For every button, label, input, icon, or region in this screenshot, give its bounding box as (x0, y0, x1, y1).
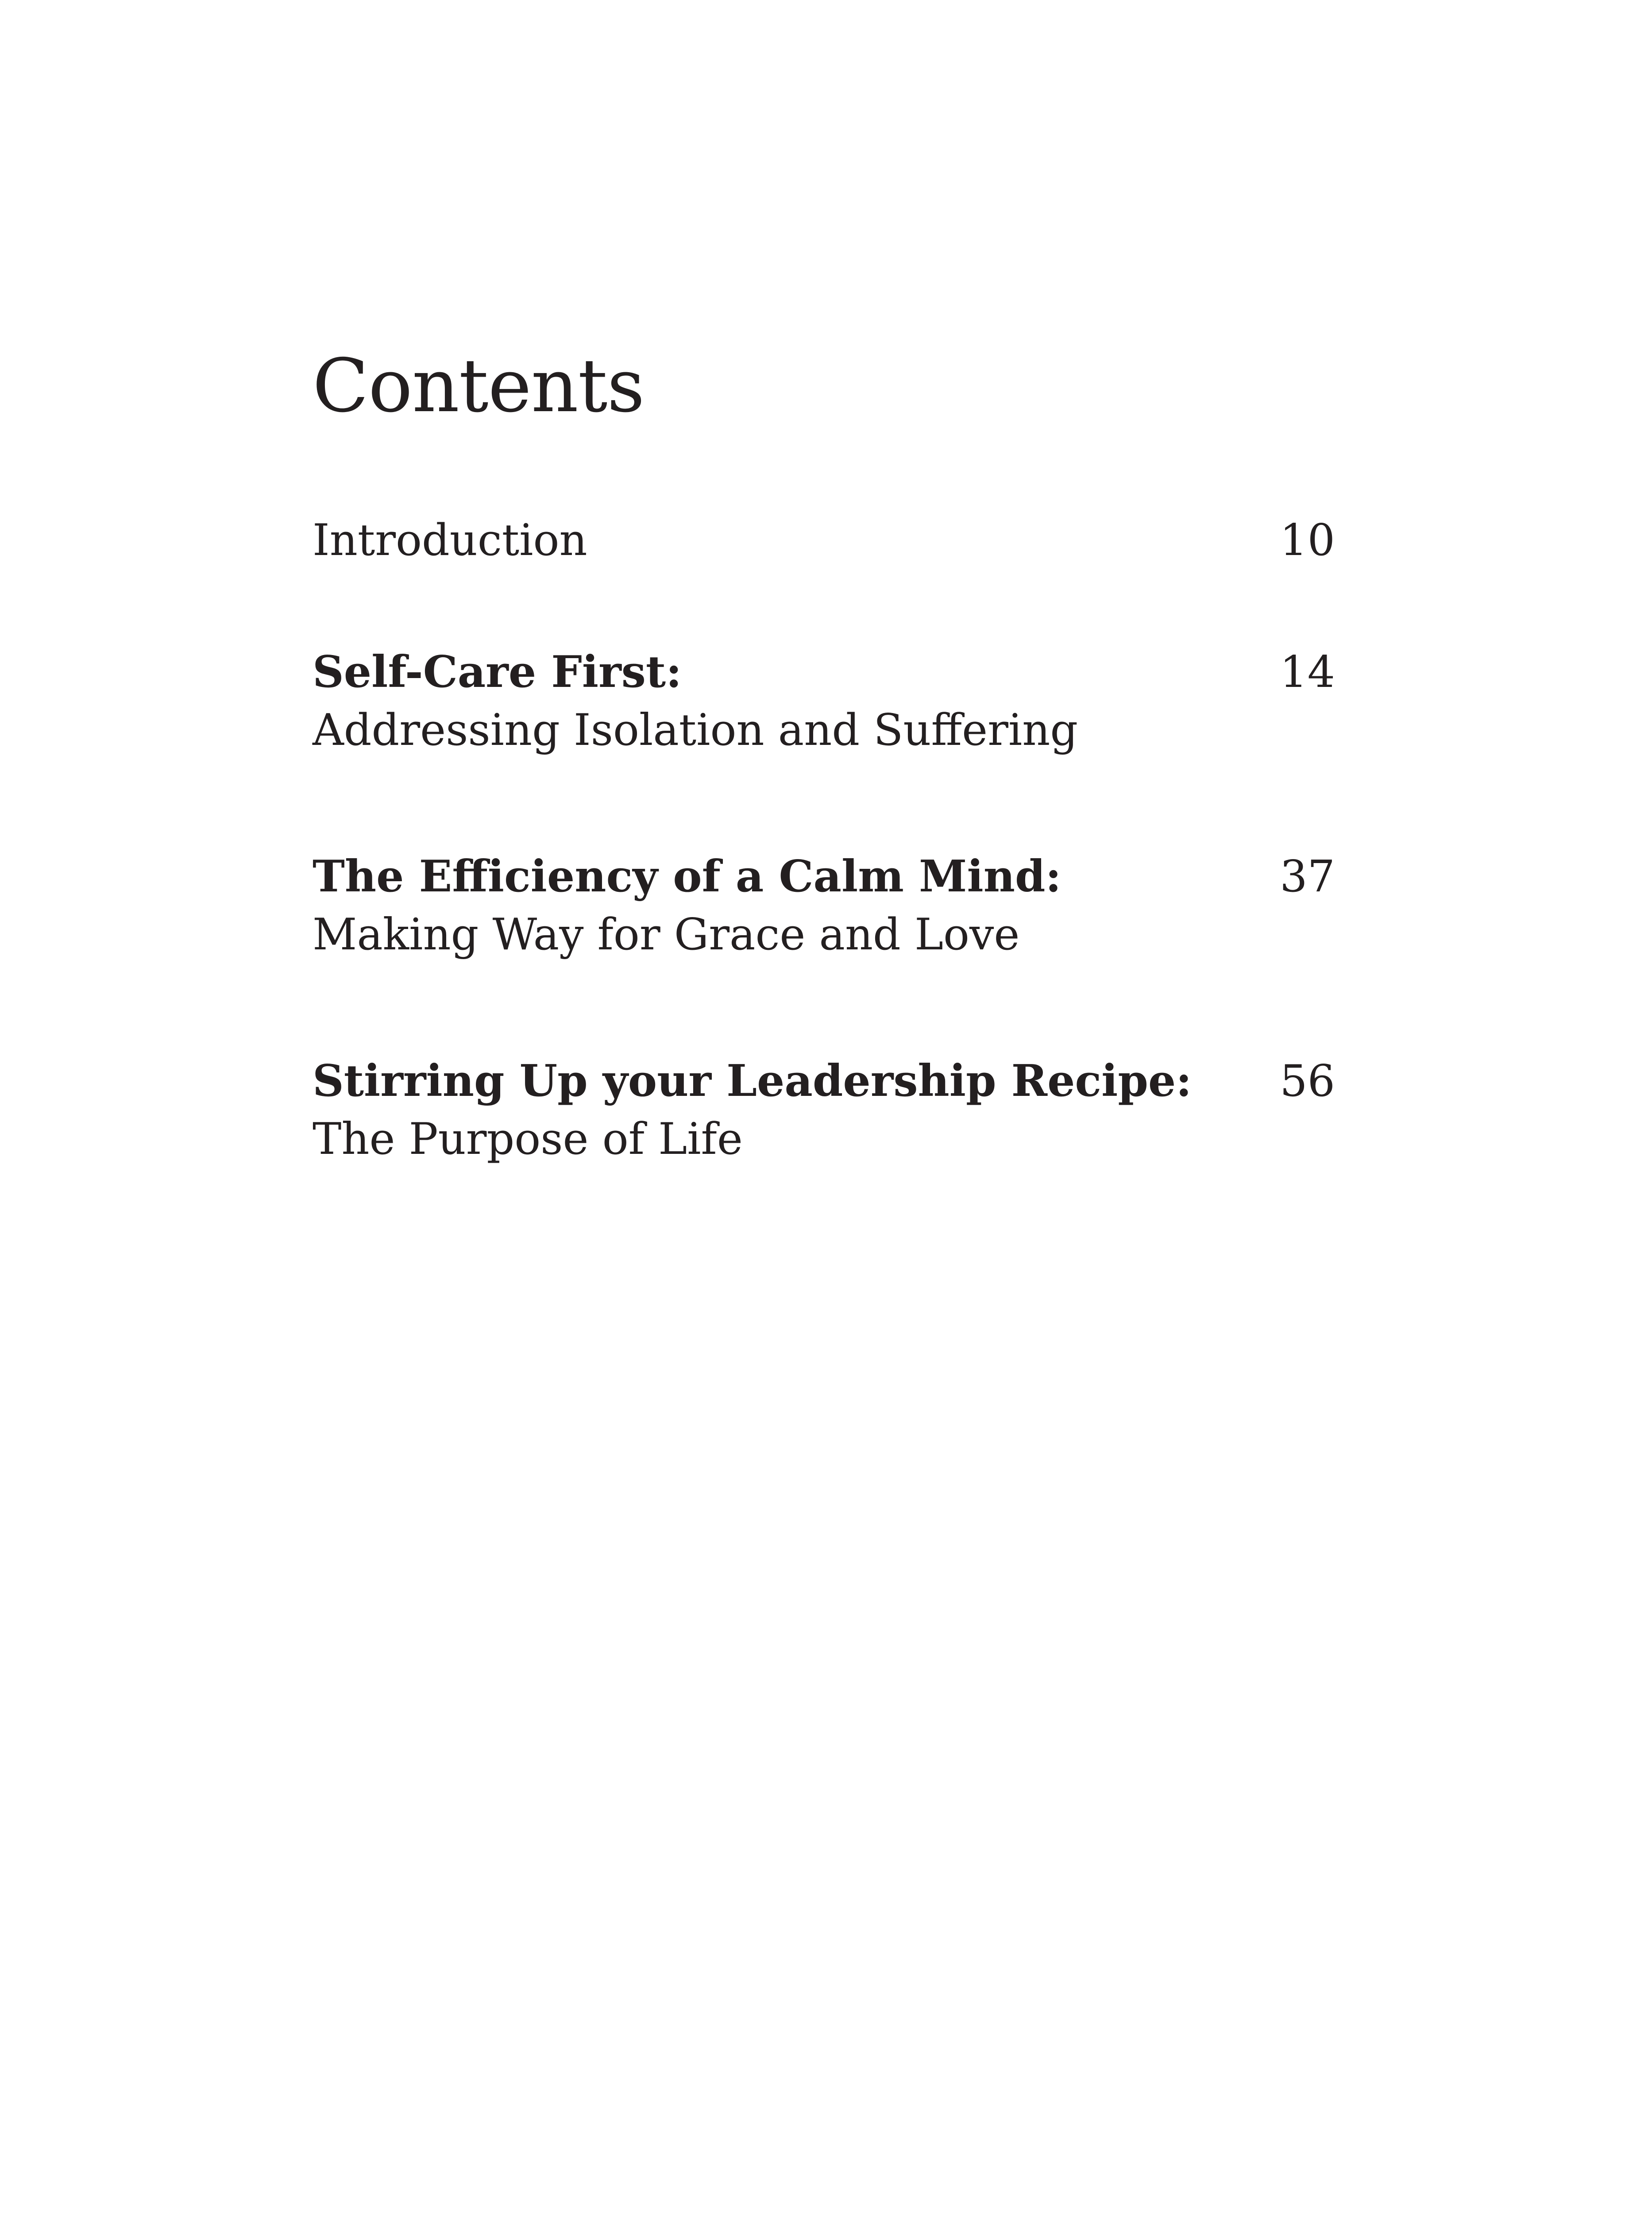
toc-entry-page-number: 10 (1280, 515, 1335, 566)
toc-entry-title: Self-Care First: (313, 647, 682, 698)
toc-entry-title: Stirring Up your Leadership Recipe: (313, 1056, 1192, 1106)
table-of-contents (313, 343, 1335, 1168)
toc-entry-efficiency-calm-mind (313, 848, 1335, 964)
toc-entry-subtitle: Making Way for Grace and Love (313, 910, 1020, 960)
toc-entry-title: Introduction (313, 515, 587, 566)
toc-entry-self-care-first (313, 644, 1335, 760)
toc-entry-page-number: 37 (1280, 852, 1335, 902)
toc-entry-page-number: 56 (1280, 1056, 1335, 1106)
toc-entry-subtitle: Addressing Isolation and Suffering (313, 705, 1078, 756)
toc-entry-leadership-recipe (313, 1053, 1335, 1168)
toc-entry-introduction (313, 512, 1335, 569)
toc-entry-subtitle: The Purpose of Life (313, 1114, 743, 1164)
toc-entry-title: The Efficiency of a Calm Mind: (313, 851, 1061, 902)
toc-entry-page-number: 14 (1280, 647, 1335, 698)
page-title: Contents (313, 343, 645, 429)
